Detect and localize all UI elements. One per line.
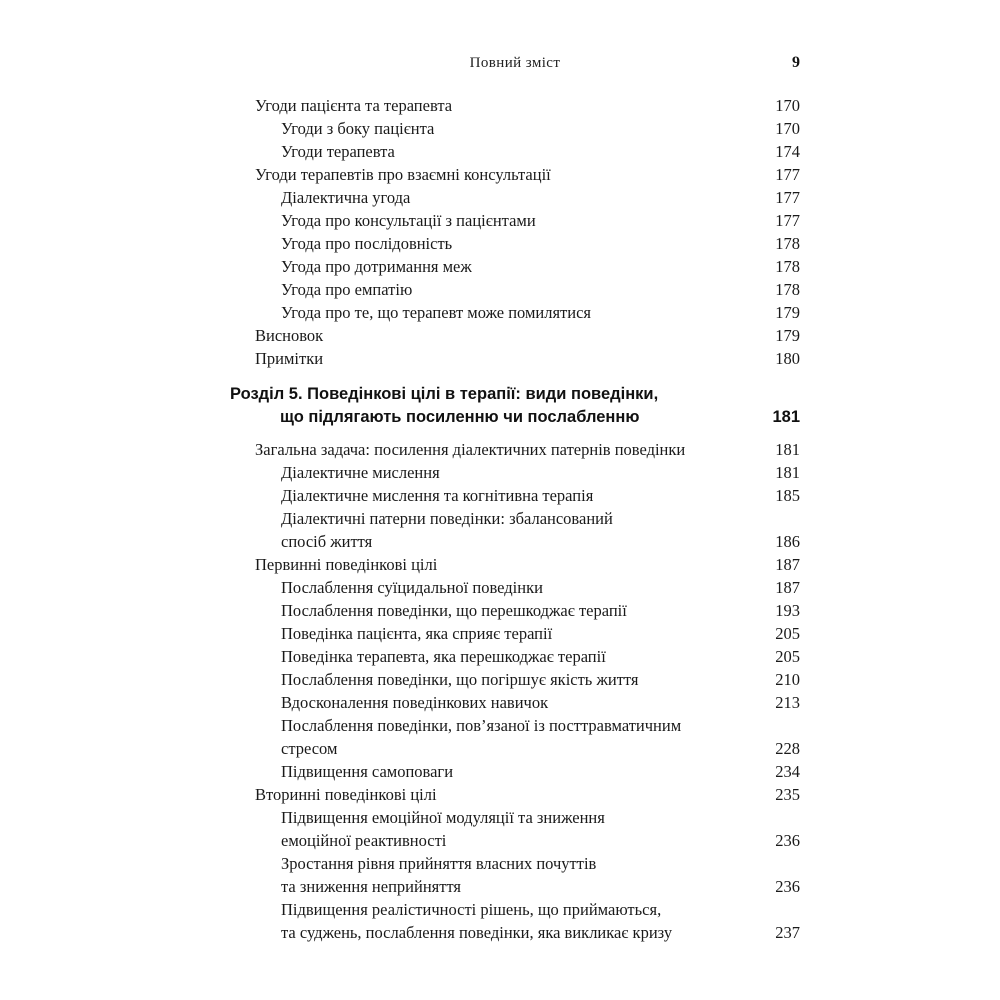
toc-entry-title	[230, 461, 763, 484]
toc-entry-line: стресом	[281, 739, 338, 758]
toc-entry-line: Поведінка терапевта, яка перешкоджає терапії	[281, 647, 606, 666]
toc-entry-line: Угода про те, що терапевт може помилятися	[281, 303, 592, 322]
toc-entry-line: Висновок	[255, 326, 324, 345]
toc-entry-title	[230, 622, 763, 645]
toc-entry-line: Діалектичне мислення та когнітивна терапія	[281, 486, 594, 505]
toc-entry-title	[230, 278, 763, 301]
toc-entry	[230, 783, 800, 806]
toc-entry	[230, 484, 800, 507]
toc-entry	[230, 852, 800, 898]
toc-entry-page-number: 178	[775, 280, 800, 299]
toc-entry-page-number: 177	[775, 188, 800, 207]
toc-entry-line: Вдосконалення поведінкових навичок	[281, 693, 549, 712]
toc-entry	[230, 278, 800, 301]
toc-entry-title	[230, 324, 763, 347]
toc-entry-line: емоційної реактивності	[281, 831, 447, 850]
toc-entry-page-number: 178	[775, 234, 800, 253]
toc-entry-page-number: 170	[775, 119, 800, 138]
toc-entry	[230, 507, 800, 553]
toc-entry	[230, 117, 800, 140]
toc-entry-line: Послаблення поведінки, що погіршує якість життя	[281, 670, 639, 689]
toc-entry-page-number: 235	[775, 785, 800, 804]
toc-entry-page-number: 205	[775, 624, 800, 643]
toc-entry	[230, 140, 800, 163]
toc-entry-title	[230, 383, 760, 429]
toc-entry-page-number: 174	[775, 142, 800, 161]
toc-entry-page-number: 177	[775, 211, 800, 230]
toc-entry	[230, 760, 800, 783]
toc-entry-page-number: 180	[775, 349, 800, 368]
toc-entry-page-number: 193	[775, 601, 800, 620]
toc-entry	[230, 163, 800, 186]
toc-entry-title	[230, 301, 763, 324]
toc-entry	[230, 622, 800, 645]
toc-entry-line: Поведінка пацієнта, яка сприяє терапії	[281, 624, 553, 643]
toc-entry-title	[230, 806, 763, 852]
toc-entry-page-number: 205	[775, 647, 800, 666]
toc-entry	[230, 209, 800, 232]
toc-entry-title	[230, 783, 763, 806]
toc-entry-page-number: 170	[775, 96, 800, 115]
toc-entry-page-number: 177	[775, 165, 800, 184]
folio-page-number: 9	[792, 54, 800, 71]
toc-entry-line: Угода про послідовність	[281, 234, 453, 253]
toc-entry-title	[230, 553, 763, 576]
toc-entry-title	[230, 645, 763, 668]
toc-entry-page-number: 237	[775, 923, 800, 942]
toc-entry-page-number: 181	[775, 440, 800, 459]
toc-entry	[230, 232, 800, 255]
toc-entry	[230, 186, 800, 209]
toc-entry-line: Первинні поведінкові цілі	[255, 555, 438, 574]
toc-entry-title	[230, 714, 763, 760]
toc-entry-title	[230, 691, 763, 714]
toc-entry-page-number: 187	[775, 578, 800, 597]
toc-entry-page-number: 181	[775, 463, 800, 482]
toc-entry-page-number: 179	[775, 303, 800, 322]
toc-entry-page-number: 181	[772, 408, 800, 426]
toc-entry-line: Послаблення поведінки, пов’язаної із посттравматичним	[281, 716, 682, 735]
toc-entry-page-number: 186	[775, 532, 800, 551]
running-head-title: Повний зміст	[469, 55, 561, 71]
toc-entry-title	[230, 507, 763, 553]
toc-list	[230, 94, 800, 944]
toc-entry-page-number: 213	[775, 693, 800, 712]
toc-entry-line: Підвищення емоційної модуляції та зниження	[281, 808, 605, 827]
toc-entry-line: Діалектичне мислення	[281, 463, 440, 482]
toc-entry	[230, 324, 800, 347]
toc-entry-title	[230, 232, 763, 255]
toc-entry-title	[230, 760, 763, 783]
toc-entry-line: Угоди пацієнта та терапевта	[255, 96, 453, 115]
toc-entry	[230, 438, 800, 461]
toc-entry-page-number: 236	[775, 877, 800, 896]
toc-entry	[230, 94, 800, 117]
toc-entry-line: що підлягають посиленню чи послабленню	[280, 408, 640, 426]
toc-entry-page-number: 179	[775, 326, 800, 345]
toc-entry	[230, 553, 800, 576]
toc-entry-line: Діалектична угода	[281, 188, 411, 207]
toc-entry-page-number: 185	[775, 486, 800, 505]
toc-entry-line: спосіб життя	[281, 532, 373, 551]
toc-entry-line: Угоди терапевта	[281, 142, 395, 161]
toc-entry-page-number: 178	[775, 257, 800, 276]
toc-entry	[230, 461, 800, 484]
toc-entry-title	[230, 94, 763, 117]
toc-entry-line: Підвищення реалістичності рішень, що приймаються,	[281, 900, 662, 919]
toc-entry	[230, 668, 800, 691]
toc-entry	[230, 347, 800, 370]
toc-entry-page-number: 234	[775, 762, 800, 781]
toc-entry-line: та зниження неприйняття	[281, 877, 462, 896]
toc-entry-line: Розділ 5. Поведінкові цілі в терапії: види поведінки,	[230, 385, 659, 403]
toc-entry	[230, 691, 800, 714]
toc-entry-page-number: 228	[775, 739, 800, 758]
toc-entry	[230, 898, 800, 944]
toc-entry-title	[230, 255, 763, 278]
toc-entry-line: Угода про консультації з пацієнтами	[281, 211, 536, 230]
toc-entry-line: Загальна задача: посилення діалектичних патернів поведінки	[255, 440, 686, 459]
toc-entry	[230, 301, 800, 324]
page-header	[230, 54, 800, 78]
toc-entry-title	[230, 599, 763, 622]
toc-entry-title	[230, 117, 763, 140]
toc-entry-page-number: 187	[775, 555, 800, 574]
page-content	[230, 0, 800, 944]
toc-entry-line: та суджень, послаблення поведінки, яка викликає кризу	[281, 923, 673, 942]
toc-entry-line: Угоди терапевтів про взаємні консультації	[255, 165, 551, 184]
toc-entry-title	[230, 438, 763, 461]
toc-entry-title	[230, 347, 763, 370]
toc-entry-title	[230, 576, 763, 599]
toc-entry-title	[230, 163, 763, 186]
toc-entry-line: Зростання рівня прийняття власних почуттів	[281, 854, 597, 873]
toc-entry	[230, 806, 800, 852]
toc-entry	[230, 645, 800, 668]
toc-entry-line: Угода про емпатію	[281, 280, 413, 299]
toc-entry-title	[230, 852, 763, 898]
toc-entry-line: Послаблення суїцидальної поведінки	[281, 578, 543, 597]
toc-entry-line: Послаблення поведінки, що перешкоджає терапії	[281, 601, 627, 620]
toc-entry-title	[230, 140, 763, 163]
toc-chapter-entry	[230, 383, 800, 429]
toc-entry-line: Примітки	[255, 349, 324, 368]
toc-entry-line: Вторинні поведінкові цілі	[255, 785, 437, 804]
toc-entry	[230, 255, 800, 278]
toc-entry-title	[230, 186, 763, 209]
toc-entry-line: Діалектичні патерни поведінки: збалансований	[281, 509, 613, 528]
toc-entry-line: Угода про дотримання меж	[281, 257, 472, 276]
toc-entry	[230, 576, 800, 599]
toc-entry-line: Угоди з боку пацієнта	[281, 119, 435, 138]
toc-entry-line: Підвищення самоповаги	[281, 762, 454, 781]
toc-entry	[230, 599, 800, 622]
toc-entry-title	[230, 209, 763, 232]
toc-entry-title	[230, 668, 763, 691]
toc-entry-title	[230, 898, 763, 944]
toc-entry-page-number: 236	[775, 831, 800, 850]
toc-entry-page-number: 210	[775, 670, 800, 689]
toc-entry-title	[230, 484, 763, 507]
toc-entry	[230, 714, 800, 760]
